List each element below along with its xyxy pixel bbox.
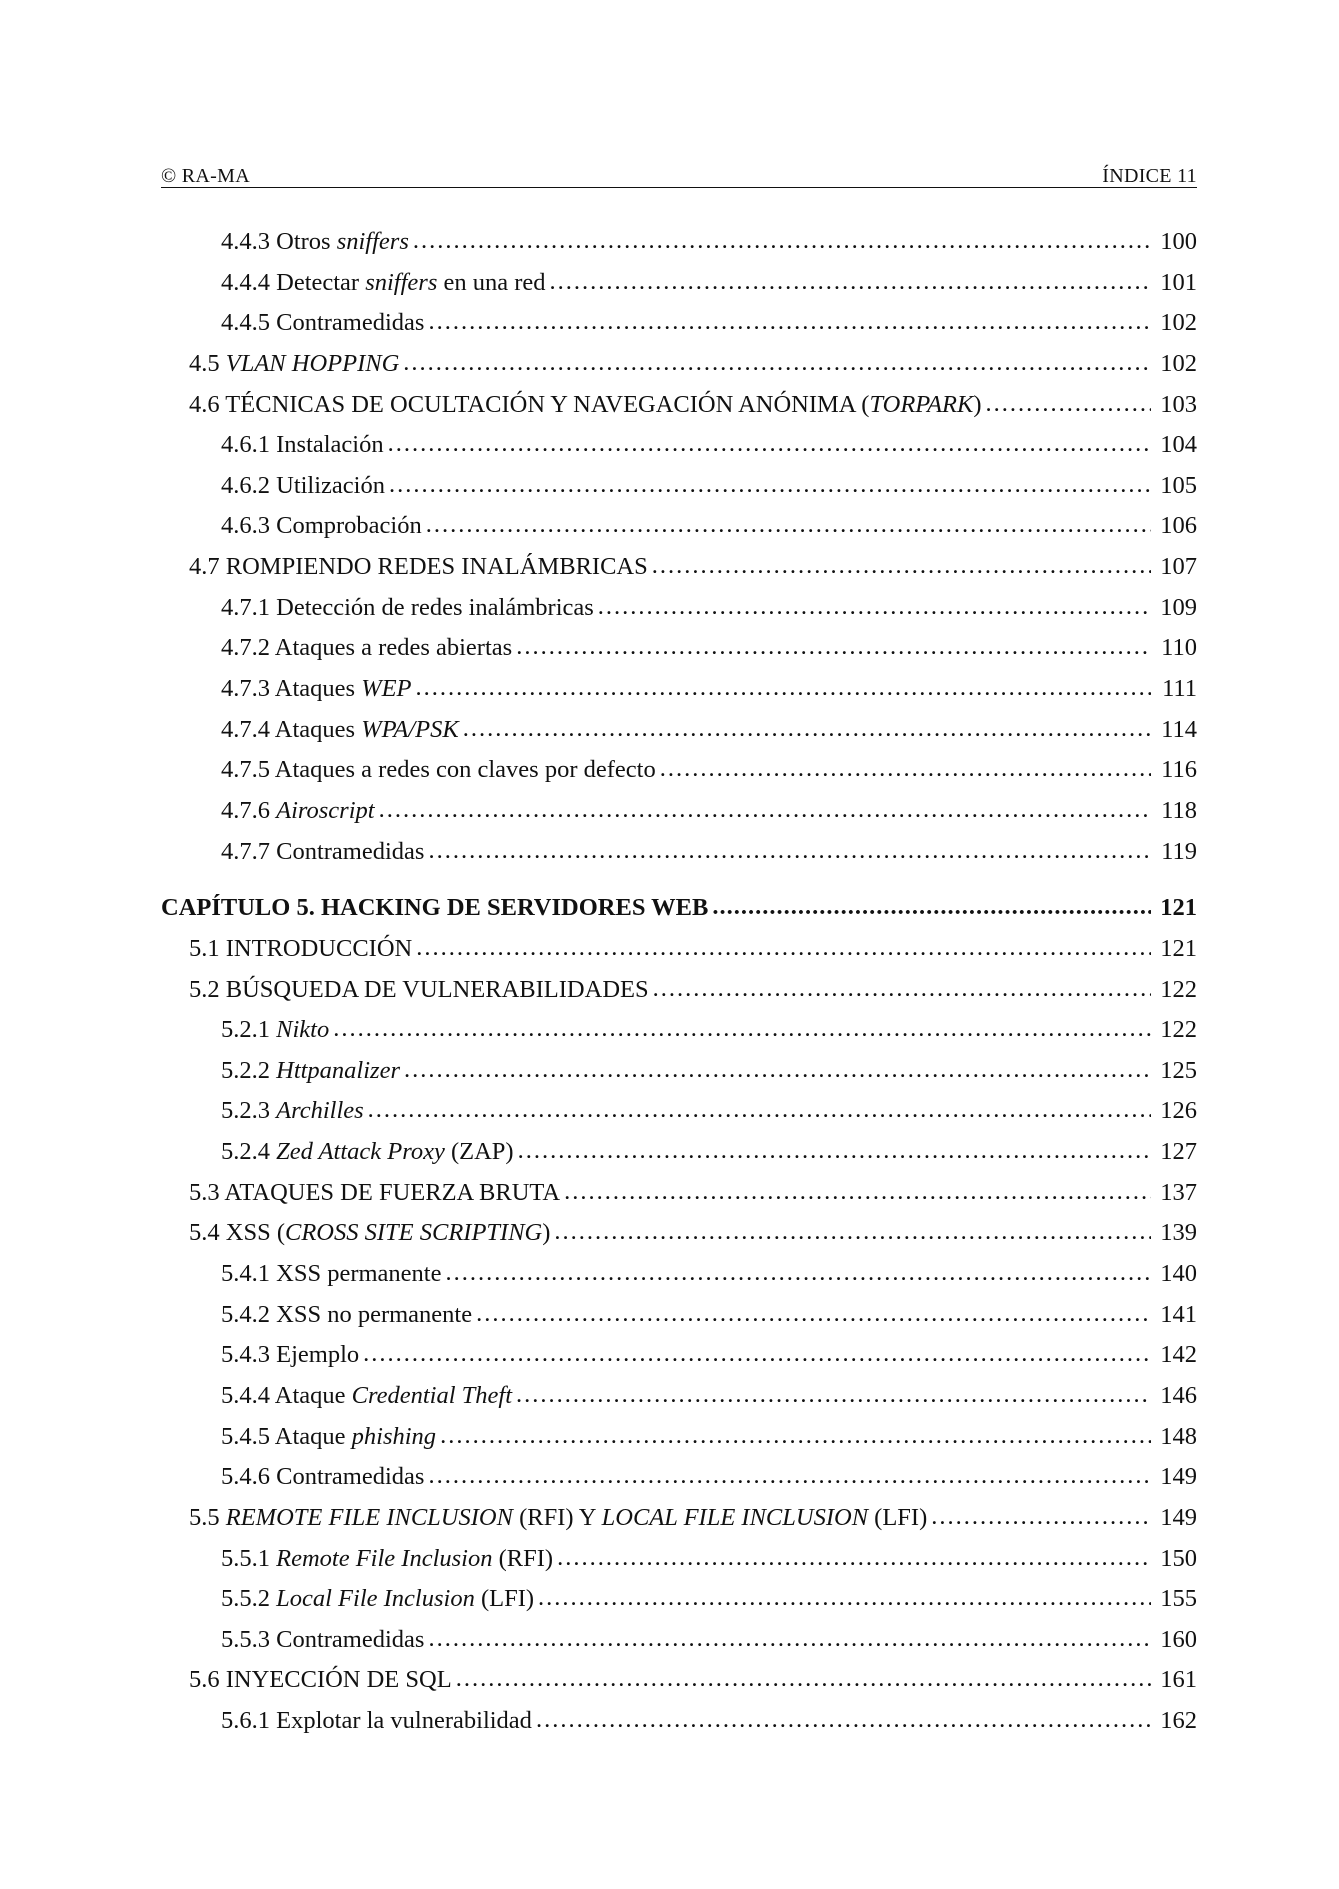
toc-title-italic-part: VLAN HOPPING [225,349,400,377]
toc-entry [161,1295,1197,1336]
toc-entry-title [189,1213,550,1254]
toc-entry [161,628,1197,669]
dot-leader [389,465,1151,506]
toc-title-part: 5.2.1 [221,1016,277,1044]
toc-entry-title [221,750,656,791]
table-of-contents [161,222,1197,1742]
toc-entry [161,1457,1197,1498]
toc-entry [161,385,1197,426]
toc-entry-title [221,1091,364,1132]
toc-title-part: (LFI) [474,1585,535,1613]
dot-leader [660,749,1151,790]
toc-title-part: 5.5 [189,1503,226,1531]
toc-entry-title [189,1498,927,1539]
dot-leader [518,1131,1151,1172]
toc-title-italic-part: Remote File Inclusion [276,1544,493,1572]
dot-leader [428,1619,1151,1660]
toc-page-number: 107 [1160,553,1197,581]
toc-entry [161,425,1197,466]
toc-entry-title [221,791,375,832]
toc-entry-title [221,1457,424,1498]
toc-entry [161,970,1197,1011]
dot-leader [456,1659,1151,1700]
toc-title-part: 4.7 ROMPIENDO REDES INALÁMBRICAS [189,553,648,581]
toc-title-italic-part: REMOTE FILE INCLUSION [225,1503,513,1531]
toc-page-number: 140 [1160,1260,1197,1288]
toc-entry-title [221,1701,532,1742]
toc-title-italic-part: CROSS SITE SCRIPTING [284,1219,543,1247]
toc-entry-title [221,1051,400,1092]
toc-title-italic-part: Zed Attack Proxy [276,1138,445,1166]
toc-title-part: 5.4.5 Ataque [221,1422,352,1450]
toc-entry-title [221,669,412,710]
toc-page-number: 155 [1160,1585,1197,1613]
dot-leader [404,1050,1151,1091]
toc-title-italic-part: Airoscript [276,796,375,824]
dot-leader [653,969,1151,1010]
toc-title-part: 5.2 BÚSQUEDA DE VULNERABILIDADES [189,975,649,1003]
toc-entry [161,1579,1197,1620]
toc-title-italic-part: WEP [361,675,412,703]
dot-leader [712,887,1151,928]
toc-title-italic-part: sniffers [336,228,409,255]
toc-entry-title [221,832,424,873]
toc-entry [161,1091,1197,1132]
toc-title-part: (ZAP) [444,1138,514,1166]
toc-title-part: 4.7.5 Ataques a redes con claves por defecto [221,756,656,784]
toc-entry-title [189,970,649,1011]
toc-page-number: 141 [1160,1300,1197,1328]
dot-leader [598,587,1151,628]
toc-title-part: 4.6 TÉCNICAS DE OCULTACIÓN Y NAVEGACIÓN ANÓNIMA ( [189,390,870,418]
toc-entry-title [221,303,424,344]
dot-leader [652,546,1151,587]
toc-entry-title [221,1254,441,1295]
toc-entry-title [221,466,385,507]
toc-entry-title [189,547,648,588]
toc-entry-title [221,1335,359,1376]
dot-leader [388,424,1151,465]
toc-title-part: 4.7.4 Ataques [221,715,362,743]
toc-title-part: (RFI) Y [512,1503,602,1531]
dot-leader [557,1538,1151,1579]
toc-entry [161,710,1197,751]
toc-entry [161,506,1197,547]
toc-entry [161,1132,1197,1173]
toc-title-italic-part: Httpanalizer [276,1056,400,1084]
toc-entry-title [161,888,708,929]
toc-title-part: 5.2.2 [221,1056,277,1084]
toc-title-part: 4.7.7 Contramedidas [221,837,425,865]
toc-entry [161,1010,1197,1051]
toc-title-part: 4.4.5 Contramedidas [221,309,425,337]
toc-page-number: 105 [1160,471,1197,499]
toc-entry-title [221,1132,514,1173]
dot-leader [445,1253,1151,1294]
toc-title-part: ) [542,1219,551,1247]
toc-entry-title [221,628,512,669]
toc-title-part: 5.4.2 XSS no permanente [221,1300,473,1328]
toc-title-part: 5.6.1 Explotar la vulnerabilidad [221,1707,532,1735]
toc-title-part: 5.6 INYECCIÓN DE SQL [189,1666,452,1694]
toc-entry-title [221,506,422,547]
toc-entry [161,669,1197,710]
toc-page-number: 148 [1160,1422,1197,1450]
toc-entry [161,1376,1197,1417]
toc-page-number: 109 [1160,593,1197,621]
toc-title-italic-part: phishing [351,1422,437,1450]
toc-title-part: en una red [437,268,546,296]
toc-page-number: 160 [1160,1625,1197,1653]
toc-entry [161,1051,1197,1092]
toc-entry [161,750,1197,791]
toc-page-number: 137 [1160,1178,1197,1206]
dot-leader [554,1212,1151,1253]
toc-entry [161,344,1197,385]
toc-title-italic-part: LOCAL FILE INCLUSION [601,1503,869,1531]
toc-entry-title [221,710,459,751]
toc-page-number: 106 [1160,512,1197,540]
dot-leader [368,1090,1151,1131]
toc-title-part: 5.4.3 Ejemplo [221,1341,360,1369]
toc-entry [161,222,1197,263]
toc-entry-title [189,1173,560,1214]
dot-leader [403,343,1151,384]
toc-entry [161,1254,1197,1295]
header-rule [161,187,1197,188]
toc-title-italic-part: TORPARK [869,390,974,418]
toc-title-italic-part: Local File Inclusion [276,1585,475,1613]
toc-title-part: 5.3 ATAQUES DE FUERZA BRUTA [189,1178,561,1206]
dot-leader [428,1456,1151,1497]
toc-title-part: 4.6.2 Utilización [221,471,385,499]
toc-page-number: 104 [1160,431,1197,459]
dot-leader [463,709,1151,750]
toc-page-number: 125 [1160,1056,1197,1084]
toc-entry [161,791,1197,832]
toc-page-number: 162 [1160,1707,1197,1735]
toc-title-part: 5.2.3 [221,1097,277,1125]
dot-leader [440,1416,1151,1457]
toc-entry-title [221,588,594,629]
toc-title-part: 4.6.1 Instalación [221,431,384,459]
toc-entry-title [221,1620,424,1661]
toc-entry [161,1335,1197,1376]
dot-leader [333,1009,1151,1050]
toc-entry-title [221,1579,534,1620]
toc-entry-title [189,344,399,385]
toc-title-part: 4.7.6 [221,796,277,824]
toc-title-part: 4.4.3 Otros [221,228,337,255]
toc-page-number: 114 [1161,715,1197,743]
toc-entry-title [221,1376,512,1417]
toc-page-number: 110 [1161,634,1197,662]
toc-entry [161,1701,1197,1742]
toc-entry-title [189,929,412,970]
running-header [161,160,1197,188]
toc-title-part: 4.5 [189,349,226,377]
toc-page-number: 122 [1160,975,1197,1003]
toc-page-number: 121 [1160,934,1197,962]
toc-page-number: 103 [1160,390,1197,418]
toc-page-number: 149 [1160,1463,1197,1491]
toc-entry [161,263,1197,304]
toc-title-part: ) [973,390,982,418]
toc-title-part: 5.2.4 [221,1138,277,1166]
toc-title-italic-part: sniffers [365,268,438,296]
toc-entry [161,1660,1197,1701]
toc-page-number: 102 [1160,309,1197,337]
toc-entry [161,303,1197,344]
dot-leader [564,1172,1151,1213]
toc-page-number: 102 [1160,349,1197,377]
toc-entry-title [221,1010,329,1051]
toc-entry [161,588,1197,629]
toc-entry [161,1620,1197,1661]
toc-title-part: 5.5.1 [221,1544,277,1572]
toc-title-italic-part: Archilles [276,1097,364,1125]
toc-entry [161,1498,1197,1539]
toc-title-italic-part: Credential Theft [351,1381,513,1409]
toc-title-part: 4.4.4 Detectar [221,268,366,296]
toc-page-number: 149 [1160,1503,1197,1531]
dot-leader [413,221,1151,262]
toc-title-part: 5.5.3 Contramedidas [221,1625,425,1653]
toc-entry-title [221,1295,472,1336]
toc-entry-title [221,222,409,263]
toc-title-part: 5.4.6 Contramedidas [221,1463,425,1491]
toc-title-part: 5.4.1 XSS permanente [221,1260,442,1288]
toc-title-part: CAPÍTULO 5. HACKING DE SERVIDORES WEB [161,894,709,922]
dot-leader [428,302,1151,343]
toc-page-number: 118 [1161,796,1197,824]
dot-leader [516,627,1151,668]
dot-leader [986,384,1151,425]
toc-entry [161,1539,1197,1580]
toc-page-number: 161 [1160,1666,1197,1694]
toc-title-part: 5.4 XSS ( [189,1219,285,1247]
dot-leader [416,928,1151,969]
toc-title-part: (LFI) [868,1503,928,1531]
dot-leader [428,831,1151,872]
toc-entry [161,547,1197,588]
toc-title-italic-part: WPA/PSK [361,715,459,743]
toc-page-number: 126 [1160,1097,1197,1125]
dot-leader [516,1375,1151,1416]
dot-leader [363,1334,1151,1375]
toc-title-part: 4.7.3 Ataques [221,675,362,703]
toc-page-number: 150 [1160,1544,1197,1572]
toc-page-number: 127 [1160,1138,1197,1166]
toc-title-part: 4.6.3 Comprobación [221,512,422,540]
toc-page-number: 122 [1160,1016,1197,1044]
toc-title-part: 5.5.2 [221,1585,277,1613]
toc-title-part: 4.7.2 Ataques a redes abiertas [221,634,513,662]
toc-title-part: (RFI) [492,1544,554,1572]
toc-page-number: 111 [1162,675,1197,703]
toc-entry [161,466,1197,507]
dot-leader [416,668,1151,709]
toc-entry-title [221,425,384,466]
dot-leader [538,1578,1151,1619]
toc-title-part: 4.7.1 Detección de redes inalámbricas [221,593,594,621]
dot-leader [931,1497,1151,1538]
toc-page-number: 119 [1161,837,1197,865]
toc-page-number: 101 [1160,268,1197,296]
toc-entry [161,929,1197,970]
toc-entry-title [221,1417,436,1458]
publisher-label: © RA-MA [161,165,250,187]
toc-entry-title [189,385,982,426]
toc-entry-title [221,1539,553,1580]
toc-chapter-entry [161,888,1197,929]
toc-page-number: 146 [1160,1381,1197,1409]
toc-title-part: 5.4.4 Ataque [221,1381,352,1409]
dot-leader [536,1700,1151,1741]
dot-leader [550,262,1151,303]
toc-entry [161,832,1197,873]
toc-entry [161,1173,1197,1214]
toc-page-number: 142 [1160,1341,1197,1369]
toc-page-number: 100 [1160,228,1197,255]
toc-entry-title [221,263,546,304]
toc-page-number: 116 [1161,756,1197,784]
toc-entry-title [189,1660,452,1701]
toc-page-number: 139 [1160,1219,1197,1247]
toc-entry [161,1213,1197,1254]
dot-leader [476,1294,1151,1335]
section-page-label: ÍNDICE 11 [1102,165,1197,187]
toc-page-number: 121 [1160,894,1197,922]
toc-title-italic-part: Nikto [276,1016,330,1044]
dot-leader [379,790,1151,831]
toc-title-part: 5.1 INTRODUCCIÓN [189,934,413,962]
dot-leader [426,505,1151,546]
toc-entry [161,1417,1197,1458]
